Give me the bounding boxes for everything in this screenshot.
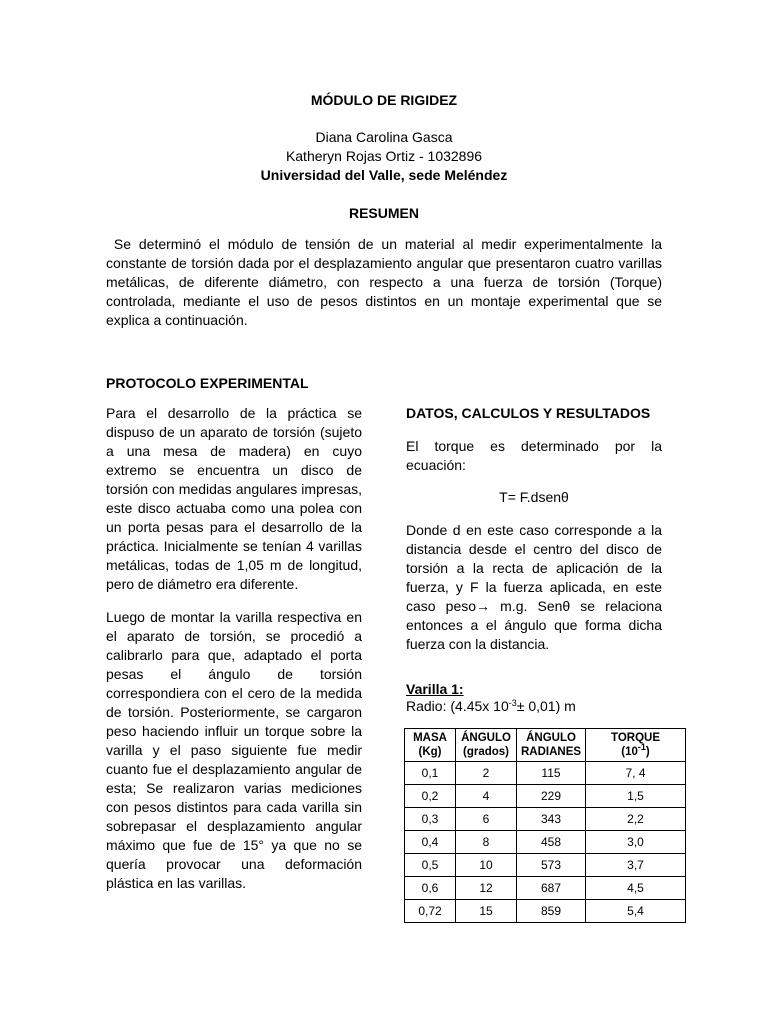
cell-masa: 0,4 bbox=[405, 831, 456, 854]
affiliation: Universidad del Valle, sede Meléndez bbox=[260, 167, 508, 183]
protocol-paragraph-1: Para el desarrollo de la práctica se dispuso de un aparato de torsión (sujeto a una mesa de madera) en cuyo extremo se encuentra un disco de torsión con medidas angulares impresas, este disco actuaba como una polea con un porta pesas para el desarrollo de la práctica. Inicialmente se tenían 4 varillas metálicas, todas de 1,05 m de longitud, pero de diámetro era diferente. bbox=[106, 405, 362, 592]
varilla-heading: Varilla 1: bbox=[406, 681, 464, 697]
torque-formula: T= F.dsenθ bbox=[499, 489, 569, 505]
protocol-heading: PROTOCOLO EXPERIMENTAL bbox=[106, 375, 309, 391]
cell-masa: 0,1 bbox=[405, 762, 456, 785]
cell-angulo-radianes: 343 bbox=[517, 808, 586, 831]
cell-angulo-grados: 6 bbox=[456, 808, 517, 831]
header-angulo-radianes: ÁNGULO RADIANES bbox=[517, 729, 586, 762]
author-2: Katheryn Rojas Ortiz - 1032896 bbox=[285, 148, 483, 164]
table-row bbox=[405, 877, 686, 900]
cell-angulo-grados: 8 bbox=[456, 831, 517, 854]
results-heading: DATOS, CALCULOS Y RESULTADOS bbox=[406, 405, 651, 421]
cell-masa: 0,2 bbox=[405, 785, 456, 808]
cell-angulo-grados: 2 bbox=[456, 762, 517, 785]
table-header-row bbox=[405, 729, 686, 762]
table-row bbox=[405, 808, 686, 831]
cell-angulo-grados: 12 bbox=[456, 877, 517, 900]
cell-masa: 0,6 bbox=[405, 877, 456, 900]
table-row bbox=[405, 831, 686, 854]
abstract-heading: RESUMEN bbox=[348, 205, 419, 221]
header-masa: MASA (Kg) bbox=[405, 729, 456, 762]
cell-torque: 2,2 bbox=[586, 808, 686, 831]
cell-angulo-grados: 15 bbox=[456, 900, 517, 923]
cell-angulo-radianes: 229 bbox=[517, 785, 586, 808]
table-row bbox=[405, 900, 686, 923]
protocol-column bbox=[106, 404, 362, 893]
cell-torque: 1,5 bbox=[586, 785, 686, 808]
cell-angulo-radianes: 458 bbox=[517, 831, 586, 854]
table-row bbox=[405, 854, 686, 877]
cell-angulo-grados: 4 bbox=[456, 785, 517, 808]
cell-masa: 0,3 bbox=[405, 808, 456, 831]
cell-angulo-radianes: 687 bbox=[517, 877, 586, 900]
cell-torque: 3,0 bbox=[586, 831, 686, 854]
cell-angulo-radianes: 115 bbox=[517, 762, 586, 785]
cell-angulo-grados: 10 bbox=[456, 854, 517, 877]
radio-line bbox=[406, 697, 576, 716]
results-column bbox=[406, 437, 662, 654]
cell-torque: 3,7 bbox=[586, 854, 686, 877]
cell-torque: 5,4 bbox=[586, 900, 686, 923]
torque-intro: El torque es determinado por la ecuación: bbox=[406, 438, 662, 473]
radio-suffix: ± 0,01) m bbox=[516, 698, 576, 714]
protocol-paragraph-2: Luego de montar la varilla respectiva en el aparato de torsión, se procedió a calibrarlo para que, adaptado el porta pesas el ángulo de torsión correspondiera con el cero de la medida de torsión. Posteriormente, se cargaron peso haciendo influir un torque sobre la varilla y el paso siguiente fue medir cuanto fue el desplazamiento angular de esta; Se realizaron varias mediciones con pesos distintos para cada varilla sin sobrepasar el desplazamiento angular máximo que fue de 15° ya que no se quería provocar una deformación plástica en las varillas. bbox=[106, 609, 362, 891]
cell-masa: 0,5 bbox=[405, 854, 456, 877]
radio-prefix: Radio: (4.45x 10 bbox=[406, 698, 509, 714]
cell-torque: 7, 4 bbox=[586, 762, 686, 785]
paper-title: MÓDULO DE RIGIDEZ bbox=[310, 92, 458, 108]
header-angulo-grados: ÁNGULO (grados) bbox=[456, 729, 517, 762]
radio-exponent: -3 bbox=[508, 698, 517, 708]
header-torque: TORQUE $(10^{-1})$ bbox=[586, 729, 686, 762]
cell-masa: 0,72 bbox=[405, 900, 456, 923]
cell-torque: 4,5 bbox=[586, 877, 686, 900]
cell-angulo-radianes: 859 bbox=[517, 900, 586, 923]
abstract-text: Se determinó el módulo de tensión de un material al medir experimentalmente la constante de torsión dada por el desplazamiento angular que presentaron cuatro varillas metálicas, de diferente diámetro, con respecto a una fuerza de torsión (Torque) controlada, mediante el uso de pesos distintos en un montaje experimental que se explica a continuación. bbox=[106, 236, 666, 328]
data-table bbox=[404, 728, 686, 923]
author-1: Diana Carolina Gasca bbox=[315, 129, 453, 145]
table-row bbox=[405, 785, 686, 808]
cell-angulo-radianes: 573 bbox=[517, 854, 586, 877]
table-row bbox=[405, 762, 686, 785]
results-paragraph-1: Donde d en este caso corresponde a la distancia desde el centro del disco de torsión a la recta de aplicación de la fuerza, y F la fuerza aplicada, en este caso peso→ m.g. Senθ se relaciona entonces a el ángulo que forma dicha fuerza con la distancia. bbox=[406, 522, 662, 652]
